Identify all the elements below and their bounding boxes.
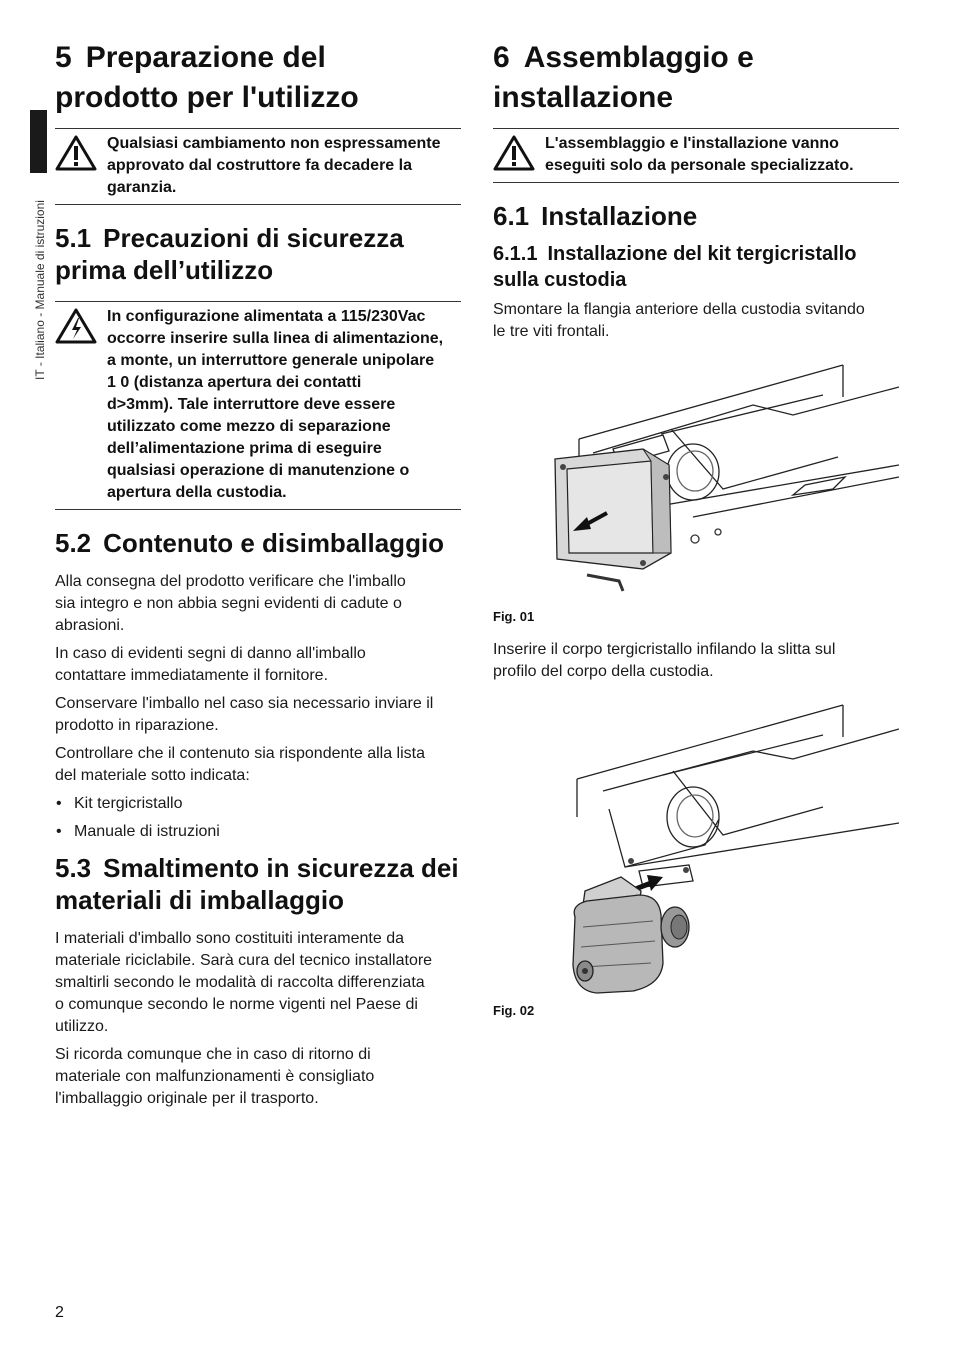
section-5-heading: 5 Preparazione del prodotto per l'utilizzo <box>55 41 359 114</box>
paragraph: Inserire il corpo tergicristallo infilando la slitta sul profilo del corpo della custodia. <box>493 641 836 680</box>
warning-triangle-icon <box>55 135 97 171</box>
paragraph: I materiali d'imballo sono costituiti interamente da materiale riciclabile. Sarà cura del tecnico installatore smaltirli secondo le modalità di raccolta differenziata o comunque secondo le norme vigenti nel Paese di utilizzo. <box>55 930 433 1035</box>
paragraph: Alla consegna del prodotto verificare che l'imballo sia integro e non abbia segni evidenti di cadute o abrasioni. <box>55 573 406 634</box>
paragraph: Conservare l'imballo nel caso sia necessario inviare il prodotto in riparazione. <box>55 695 434 734</box>
warning-triangle-icon <box>493 135 535 171</box>
housing-flange-illustration <box>493 357 899 597</box>
section-6-1-1-heading: 6.1.1 Installazione del kit tergicristallo sulla custodia <box>493 243 857 291</box>
section-5-3-heading: 5.3 Smaltimento in sicurezza dei materiali di imballaggio <box>55 853 459 915</box>
left-column <box>55 38 461 1110</box>
wiper-body <box>573 877 689 993</box>
electric-hazard-icon <box>55 308 97 344</box>
section-number: 5 <box>55 41 72 74</box>
wiper-kit-insertion-illustration <box>493 695 899 995</box>
figure-02 <box>493 695 899 1019</box>
section-6-heading: 6 Assemblaggio e installazione <box>493 41 754 114</box>
electrical-warning: In configurazione alimentata a 115/230Vac occorre inserire sulla linea di alimentazione, a monte, un interruttore generale unipolare 1 0 (distanza apertura dei contatti d>3mm). Tale interruttore deve essere utilizzato come mezzo di separazione dell’alimentazione prima di eseguire qualsiasi operazione di manutenzione o apertura della custodia. <box>55 301 461 510</box>
figure-caption: Fig. 02 <box>493 1003 535 1018</box>
section-6-1-heading: 6.1 Installazione <box>493 201 698 231</box>
section-5-2-heading: 5.2 Contenuto e disimballaggio <box>55 528 445 558</box>
figure-01 <box>493 357 899 625</box>
installer-warning: L'assemblaggio e l'installazione vanno eseguiti solo da personale specializzato. <box>493 128 899 183</box>
right-column <box>493 38 899 1019</box>
paragraph: Smontare la flangia anteriore della custodia svitando le tre viti frontali. <box>493 301 865 340</box>
section-5-1-heading: 5.1 Precauzioni di sicurezza prima dell’utilizzo <box>55 223 404 285</box>
warranty-warning: Qualsiasi cambiamento non espressamente approvato dal costruttore fa decadere la garanzia. <box>55 128 461 205</box>
hex-key-tool <box>587 575 623 591</box>
figure-caption: Fig. 01 <box>493 609 535 624</box>
side-language-label: IT - Italiano - Manuale di istruzioni <box>33 200 47 380</box>
paragraph: Si ricorda comunque che in caso di ritorno di materiale con malfunzionamenti è consigliato l'imballaggio originale per il trasporto. <box>55 1046 375 1107</box>
page-number: 2 <box>55 1304 64 1321</box>
front-flange <box>555 449 671 569</box>
side-tab-marker <box>30 110 47 173</box>
paragraph: Controllare che il contenuto sia rispondente alla lista del materiale sotto indicata: <box>55 745 425 784</box>
list-item: • Kit tergicristallo <box>56 795 183 812</box>
contents-list <box>55 793 461 843</box>
paragraph: In caso di evidenti segni di danno all'imballo contattare immediatamente il fornitore. <box>55 645 366 684</box>
list-item: • Manuale di istruzioni <box>56 823 220 840</box>
